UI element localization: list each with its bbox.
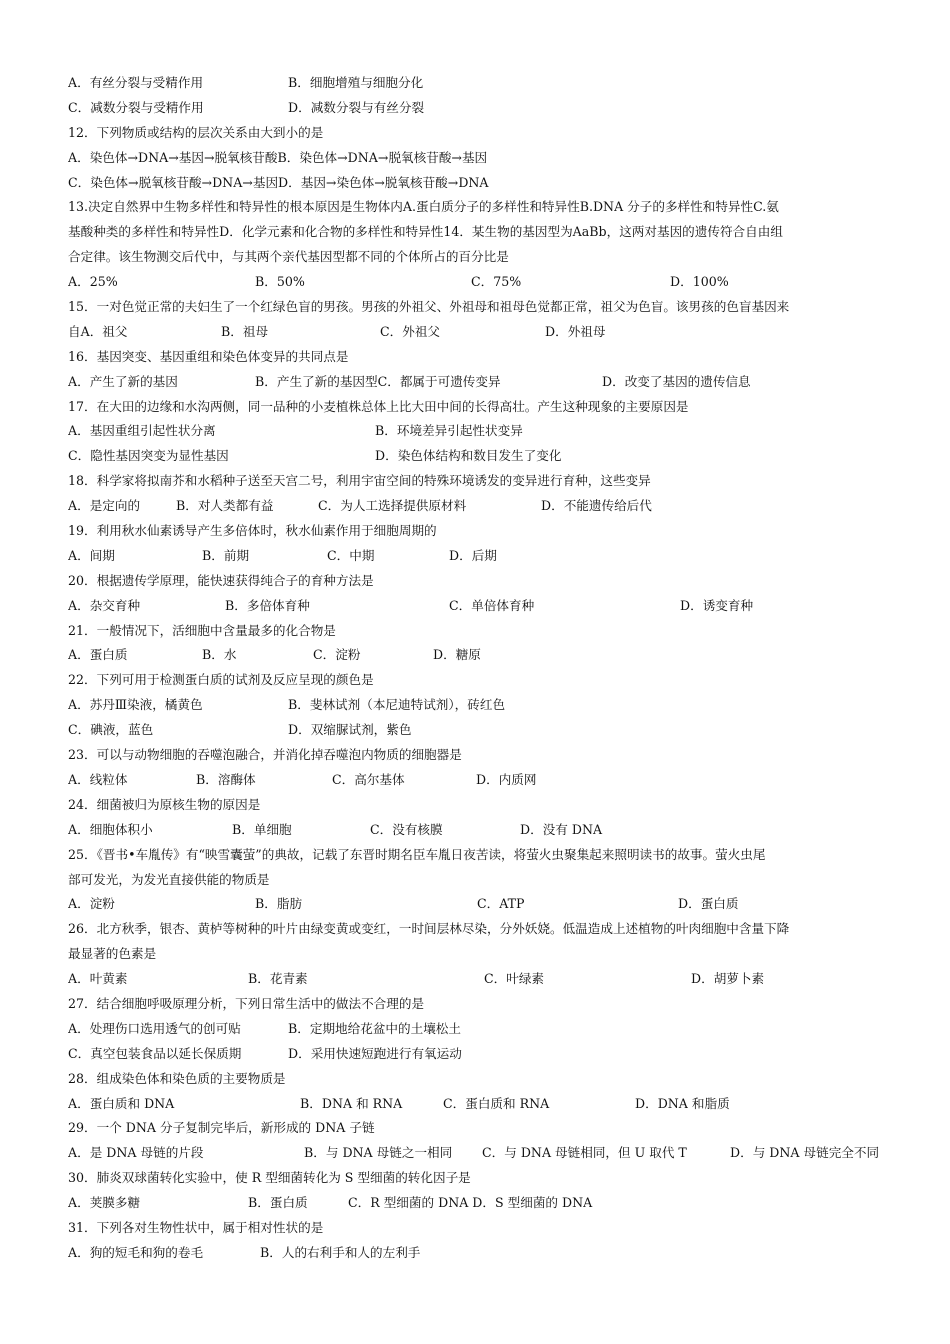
options-line — [68, 967, 890, 992]
question-text-line: 16．基因突变、基因重组和染色体变异的共同点是 — [68, 348, 349, 364]
answer-option: D．改变了基因的遗传信息 — [602, 373, 751, 389]
answer-option: B．花青素 — [248, 971, 308, 987]
answer-option: B．前期 — [202, 547, 250, 563]
answer-option: A．25% — [68, 274, 118, 290]
answer-option: B．50% — [255, 274, 305, 290]
options-line — [68, 96, 890, 121]
answer-option: A．苏丹Ⅲ染液，橘黄色 — [68, 697, 203, 713]
answer-option: C．单倍体育种 — [449, 597, 535, 613]
question-text-line: A．染色体→DNA→基因→脱氧核苷酸B．染色体→DNA→脱氧核苷酸→基因 — [68, 149, 488, 165]
answer-option: D．诱变育种 — [680, 597, 754, 613]
answer-option: A．基因重组引起性状分离 — [68, 423, 216, 439]
answer-option: C．减数分裂与受精作用 — [68, 99, 204, 115]
answer-option: D．与 DNA 母链完全不同 — [730, 1145, 880, 1161]
question-text-line: 合定律。该生物测交后代中，与其两个亲代基因型都不同的个体所占的百分比是 — [68, 249, 509, 265]
options-line — [68, 1241, 890, 1266]
answer-option: C．叶绿素 — [484, 971, 545, 987]
options-line — [68, 693, 890, 718]
question-text-line: 27．结合细胞呼吸原理分析，下列日常生活中的做法不合理的是 — [68, 995, 425, 1011]
answer-option: B．多倍体育种 — [225, 597, 310, 613]
question-text-line: 29．一个 DNA 分子复制完毕后，新形成的 DNA 子链 — [68, 1120, 375, 1136]
options-line — [68, 270, 890, 295]
question-text-line: 28．组成染色体和染色质的主要物质是 — [68, 1070, 286, 1086]
answer-option: A．蛋白质 — [68, 647, 128, 663]
answer-option: B．环境差异引起性状变异 — [375, 423, 523, 439]
answer-option: B．产生了新的基因型C．都属于可遗传变异 — [255, 373, 501, 389]
answer-option: A．叶黄素 — [68, 971, 128, 987]
answer-option: C．75% — [471, 274, 522, 290]
question-text-line: 23．可以与动物细胞的吞噬泡融合，并消化掉吞噬泡内物质的细胞器是 — [68, 747, 462, 763]
answer-option: A．狗的短毛和狗的卷毛 — [68, 1244, 204, 1260]
answer-option: C．中期 — [327, 547, 375, 563]
answer-option: D．内质网 — [476, 771, 537, 787]
options-line — [68, 71, 890, 96]
answer-option: C．外祖父 — [380, 323, 441, 339]
answer-option: A．蛋白质和 DNA — [68, 1095, 175, 1111]
question-text-line: 13.决定自然界中生物多样性和特异性的根本原因是生物体内A.蛋白质分子的多样性和特异性B.DNA 分子的多样性和特异性C.氨 — [68, 199, 779, 215]
question-text-line: 31．下列各对生物性状中，属于相对性状的是 — [68, 1219, 324, 1235]
question-text-line: 24．细菌被归为原核生物的原因是 — [68, 796, 261, 812]
answer-option: A．淀粉 — [68, 896, 115, 912]
answer-option: C．高尔基体 — [332, 771, 405, 787]
options-line — [68, 419, 890, 444]
options-line — [68, 1017, 890, 1042]
question-text-line: 17．在大田的边缘和水沟两侧，同一品种的小麦植株总体上比大田中间的长得高壮。产生这种现象的主要原因是 — [68, 398, 689, 414]
question-text-line: C．染色体→脱氧核苷酸→DNA→基因D．基因→染色体→脱氧核苷酸→DNA — [68, 174, 489, 190]
answer-option: A．是定向的 — [68, 498, 141, 514]
answer-option: D．双缩脲试剂，紫色 — [288, 722, 412, 738]
answer-option: D．蛋白质 — [678, 896, 739, 912]
answer-option: C．R 型细菌的 DNA D．S 型细菌的 DNA — [348, 1195, 593, 1211]
options-line — [68, 818, 890, 843]
options-line — [68, 1092, 890, 1117]
answer-option: B．单细胞 — [232, 821, 292, 837]
question-text-line: 22．下列可用于检测蛋白质的试剂及反应呈现的颜色是 — [68, 672, 374, 688]
answer-option: B．定期地给花盆中的土壤松土 — [288, 1020, 461, 1036]
answer-option: B．对人类都有益 — [176, 498, 274, 514]
answer-option: A．细胞体积小 — [68, 821, 153, 837]
options-line — [68, 1191, 890, 1216]
question-text-line: 基酸种类的多样性和特异性D．化学元素和化合物的多样性和特异性14．某生物的基因型为AaBb，这两对基因的遗传符合自由组 — [68, 224, 783, 240]
answer-option: B．祖母 — [221, 323, 269, 339]
answer-option: B．溶酶体 — [196, 771, 256, 787]
answer-option: D．不能遗传给后代 — [541, 498, 652, 514]
question-text-line: 部可发光，为发光直接供能的物质是 — [68, 871, 270, 887]
answer-option: A．杂交育种 — [68, 597, 141, 613]
question-text-line: 12．下列物质或结构的层次关系由大到小的是 — [68, 124, 324, 140]
answer-option: 自A．祖父 — [68, 323, 128, 339]
answer-option: D．采用快速短跑进行有氧运动 — [288, 1045, 462, 1061]
options-line — [68, 1042, 890, 1067]
answer-option: B．脂肪 — [255, 896, 303, 912]
answer-option: A．间期 — [68, 547, 115, 563]
question-text-line: 30．肺炎双球菌转化实验中，使 R 型细菌转化为 S 型细菌的转化因子是 — [68, 1170, 471, 1186]
answer-option: D．没有 DNA — [520, 821, 603, 837]
answer-option: C．为人工选择提供原材料 — [318, 498, 467, 514]
answer-option: C．蛋白质和 RNA — [443, 1095, 550, 1111]
question-text-line: 21．一般情况下，活细胞中含量最多的化合物是 — [68, 622, 336, 638]
options-line — [68, 370, 890, 395]
options-line — [68, 444, 890, 469]
answer-option: D．胡萝卜素 — [691, 971, 765, 987]
answer-option: D．染色体结构和数目发生了变化 — [375, 448, 562, 464]
answer-option: C．碘液，蓝色 — [68, 722, 154, 738]
answer-option: A．线粒体 — [68, 771, 128, 787]
question-text-line: 25．《晋书•车胤传》有“映雪囊萤”的典故，记载了东晋时期名臣车胤日夜苦读，将萤火虫聚集起来照明读书的故事。萤火虫尾 — [68, 846, 766, 862]
options-line — [68, 768, 890, 793]
answer-option: A．是 DNA 母链的片段 — [68, 1145, 204, 1161]
answer-option: D．外祖母 — [545, 323, 606, 339]
answer-option: C．隐性基因突变为显性基因 — [68, 448, 229, 464]
options-line — [68, 494, 890, 519]
options-line — [68, 892, 890, 917]
answer-option: D．100% — [670, 274, 729, 290]
answer-option: D．后期 — [449, 547, 497, 563]
answer-option: D．减数分裂与有丝分裂 — [288, 99, 425, 115]
answer-option: B．DNA 和 RNA — [300, 1095, 403, 1111]
answer-option: C．淀粉 — [313, 647, 361, 663]
answer-option: B．蛋白质 — [248, 1195, 308, 1211]
answer-option: D．DNA 和脂质 — [635, 1095, 730, 1111]
answer-option: B．与 DNA 母链之一相同 — [304, 1145, 453, 1161]
options-line — [68, 594, 890, 619]
answer-option: C．ATP — [477, 896, 525, 912]
question-text-line: 19．利用秋水仙素诱导产生多倍体时，秋水仙素作用于细胞周期的 — [68, 523, 437, 539]
answer-option: B．细胞增殖与细胞分化 — [288, 75, 424, 90]
options-line — [68, 320, 890, 345]
options-line — [68, 718, 890, 743]
options-line — [68, 643, 890, 668]
answer-option: D．糖原 — [433, 647, 481, 663]
answer-option: B．人的右利手和人的左利手 — [260, 1244, 421, 1260]
answer-option: C．没有核膜 — [370, 821, 443, 837]
answer-option: B．斐林试剂（本尼迪特试剂），砖红色 — [288, 697, 506, 713]
answer-option: A．有丝分裂与受精作用 — [68, 75, 204, 90]
options-line — [68, 544, 890, 569]
question-text-line: 20．根据遗传学原理，能快速获得纯合子的育种方法是 — [68, 572, 374, 588]
question-text-line: 18．科学家将拟南芥和水稻种子送至天宫二号，利用宇宙空间的特殊环境诱发的变异进行育种，这些变异 — [68, 473, 651, 489]
answer-option: C．真空包装食品以延长保质期 — [68, 1045, 242, 1061]
answer-option: A．处理伤口选用透气的创可贴 — [68, 1020, 241, 1036]
options-line — [68, 1141, 890, 1166]
answer-option: B．水 — [202, 647, 237, 663]
answer-option: A．产生了新的基因 — [68, 373, 178, 389]
question-text-line: 15．一对色觉正常的夫妇生了一个红绿色盲的男孩。男孩的外祖父、外祖母和祖母色觉都正常，祖父为色盲。该男孩的色盲基因来 — [68, 299, 790, 315]
answer-option: A．荚膜多糖 — [68, 1195, 141, 1211]
question-text-line: 26．北方秋季，银杏、黄栌等树种的叶片由绿变黄或变红，一时间层林尽染，分外妖娆。低温造成上述植物的叶肉细胞中含量下降 — [68, 921, 790, 937]
answer-option: C．与 DNA 母链相同，但 U 取代 T — [482, 1145, 687, 1161]
question-text-line: 最显著的色素是 — [68, 946, 157, 962]
